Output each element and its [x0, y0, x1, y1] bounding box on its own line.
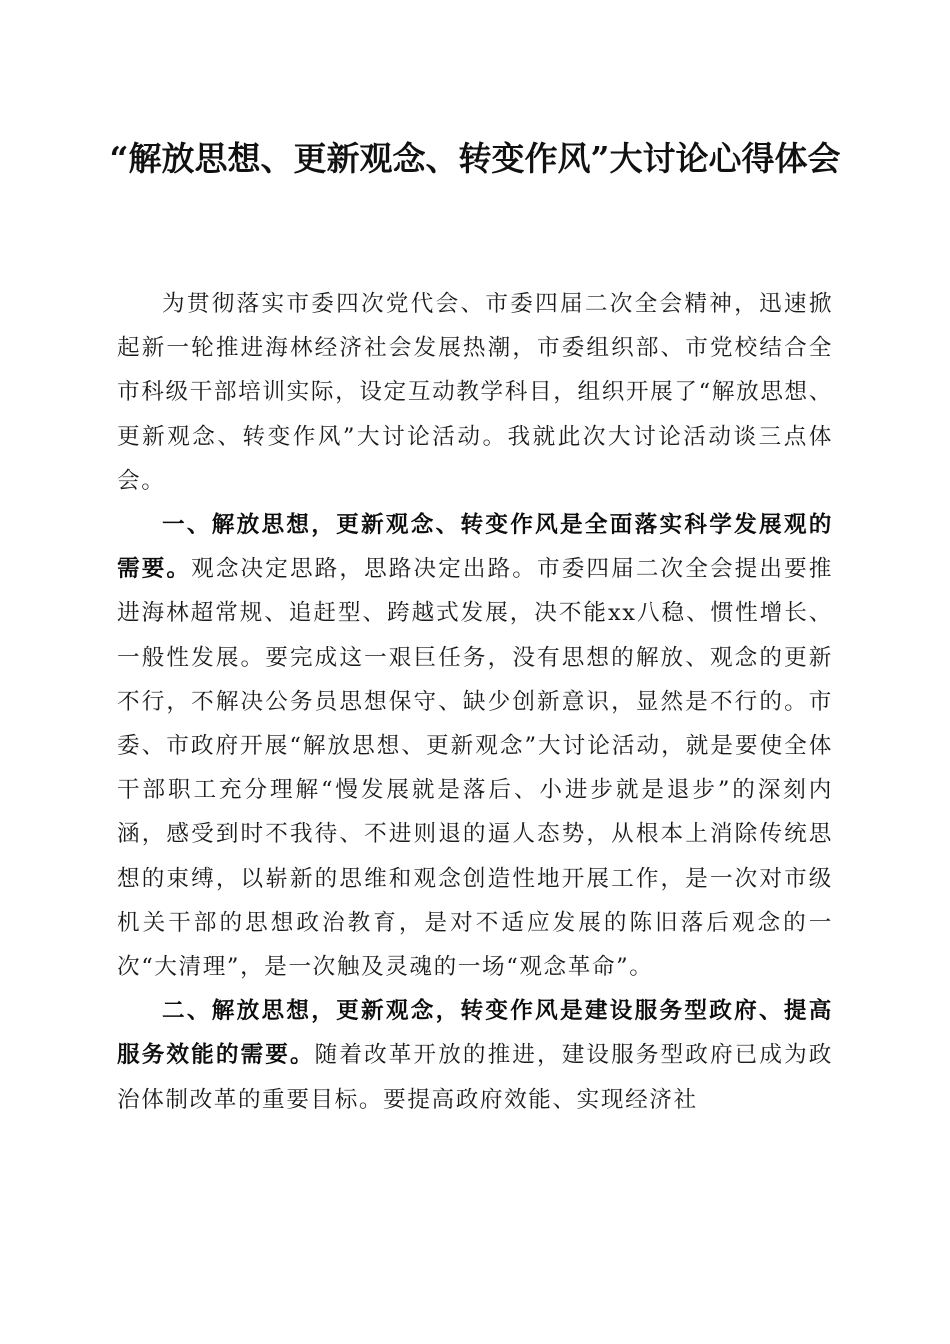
document-title: “解放思想、更新观念、转变作风”大讨论心得体会	[109, 139, 841, 178]
intro-text: 为贯彻落实市委四次党代会、市委四届二次全会精神，迅速掀起新一轮推进海林经济社会发展热潮，市委组织部、市党校结合全市科级干部培训实际，设定互动教学科目，组织开展了“解放思想、更新观念、转变作风”大讨论活动。我就此次大讨论活动谈三点体会。	[117, 291, 833, 494]
section-1-text: 观念决定思路，思路决定出路。市委四届二次全会提出要推进海林超常规、追赶型、跨越式发展，决不能xx八稳、惯性增长、一般性发展。要完成这一艰巨任务，没有思想的解放、观念的更新不行，不解决公务员思想保守、缺少创新意识，显然是不行的。市委、市政府开展“解放思想、更新观念”大讨论活动，就是要使全体干部职工充分理解“慢发展就是落后、小进步就是退步”的深刻内涵，感受到时不我待、不进则退的逼人态势，从根本上消除传统思想的束缚，以崭新的思维和观念创造性地开展工作，是一次对市级机关干部的思想政治教育，是对不适应发展的陈旧落后观念的一次“大清理”，是一次触及灵魂的一场“观念革命”。	[117, 556, 833, 981]
intro-paragraph	[117, 282, 833, 503]
document-body	[117, 282, 833, 1122]
section-2-paragraph	[117, 989, 833, 1122]
section-2-text: 随着改革开放的推进，建设服务型政府已成为政治体制改革的重要目标。要提高政府效能、实现经济社	[117, 1042, 833, 1113]
section-2-heading: 二、解放思想，更新观念，转变作风是建设服务型政府、提高服务效能的需要。	[117, 998, 833, 1069]
section-1-heading: 一、解放思想，更新观念、转变作风是全面落实科学发展观的需要。	[117, 512, 833, 583]
section-1-paragraph	[117, 503, 833, 989]
